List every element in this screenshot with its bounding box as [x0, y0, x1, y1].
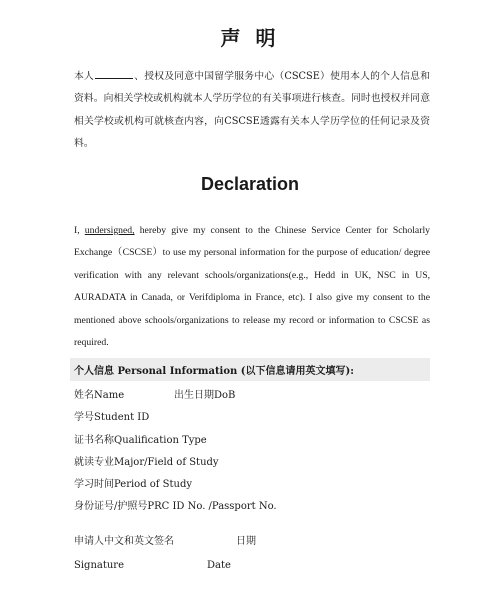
name-blank-line — [95, 69, 133, 79]
info-header: 个人信息 Personal Information (以下信息请用英文填写): — [74, 366, 354, 377]
field-id-passport-label: 身份证号/护照号PRC ID No. /Passport No. — [74, 501, 277, 512]
field-student-id-label: 学号Student ID — [74, 412, 150, 423]
en-para-start: I, — [74, 225, 85, 236]
field-qualification-label: 证书名称Qualification Type — [74, 435, 207, 446]
signature-en-label: Signature — [74, 560, 125, 571]
signature-cn-label: 申请人中文和英文签名 — [74, 536, 174, 547]
signature-cn-date-label: 日期 — [236, 536, 256, 547]
cn-para-text: 、授权及同意中国留学服务中心（CSCSE）使用本人的个人信息和资料。向相关学校或机构就本人学历学位的有关事项进行核查。同时也授权并同意相关学校或机构可就核查内容，向CSCSE透露有关本人学历学位的任何记录及资料。 — [74, 71, 430, 149]
cn-para-prefix: 本人 — [74, 71, 95, 82]
cn-title: 声 明 — [220, 26, 280, 50]
field-dob-label: 出生日期DoB — [174, 390, 236, 401]
signature-en-date-label: Date — [207, 560, 231, 571]
en-title: Declaration — [200, 174, 300, 194]
en-para-undersigned: undersigned, — [84, 225, 135, 236]
field-name-label: 姓名Name — [74, 390, 125, 401]
field-major-label: 就读专业Major/Field of Study — [74, 457, 219, 468]
en-declaration-paragraph — [74, 220, 430, 354]
en-para-rest: hereby give my consent to the Chinese Service Center for Scholarly Exchange（CSCSE）to use my personal information for the purpose of education/ degree verification with any relevant schools/organizations(e.g., Hedd in UK, NSC in US, AURADATA in Canada, or Verifdiploma in France, etc). I also give my consent to the mentioned above schools/organizations to release my record or information to CSCSE as required. — [74, 225, 430, 349]
field-period-label: 学习时间Period of Study — [74, 479, 193, 490]
cn-declaration-paragraph — [74, 66, 430, 155]
